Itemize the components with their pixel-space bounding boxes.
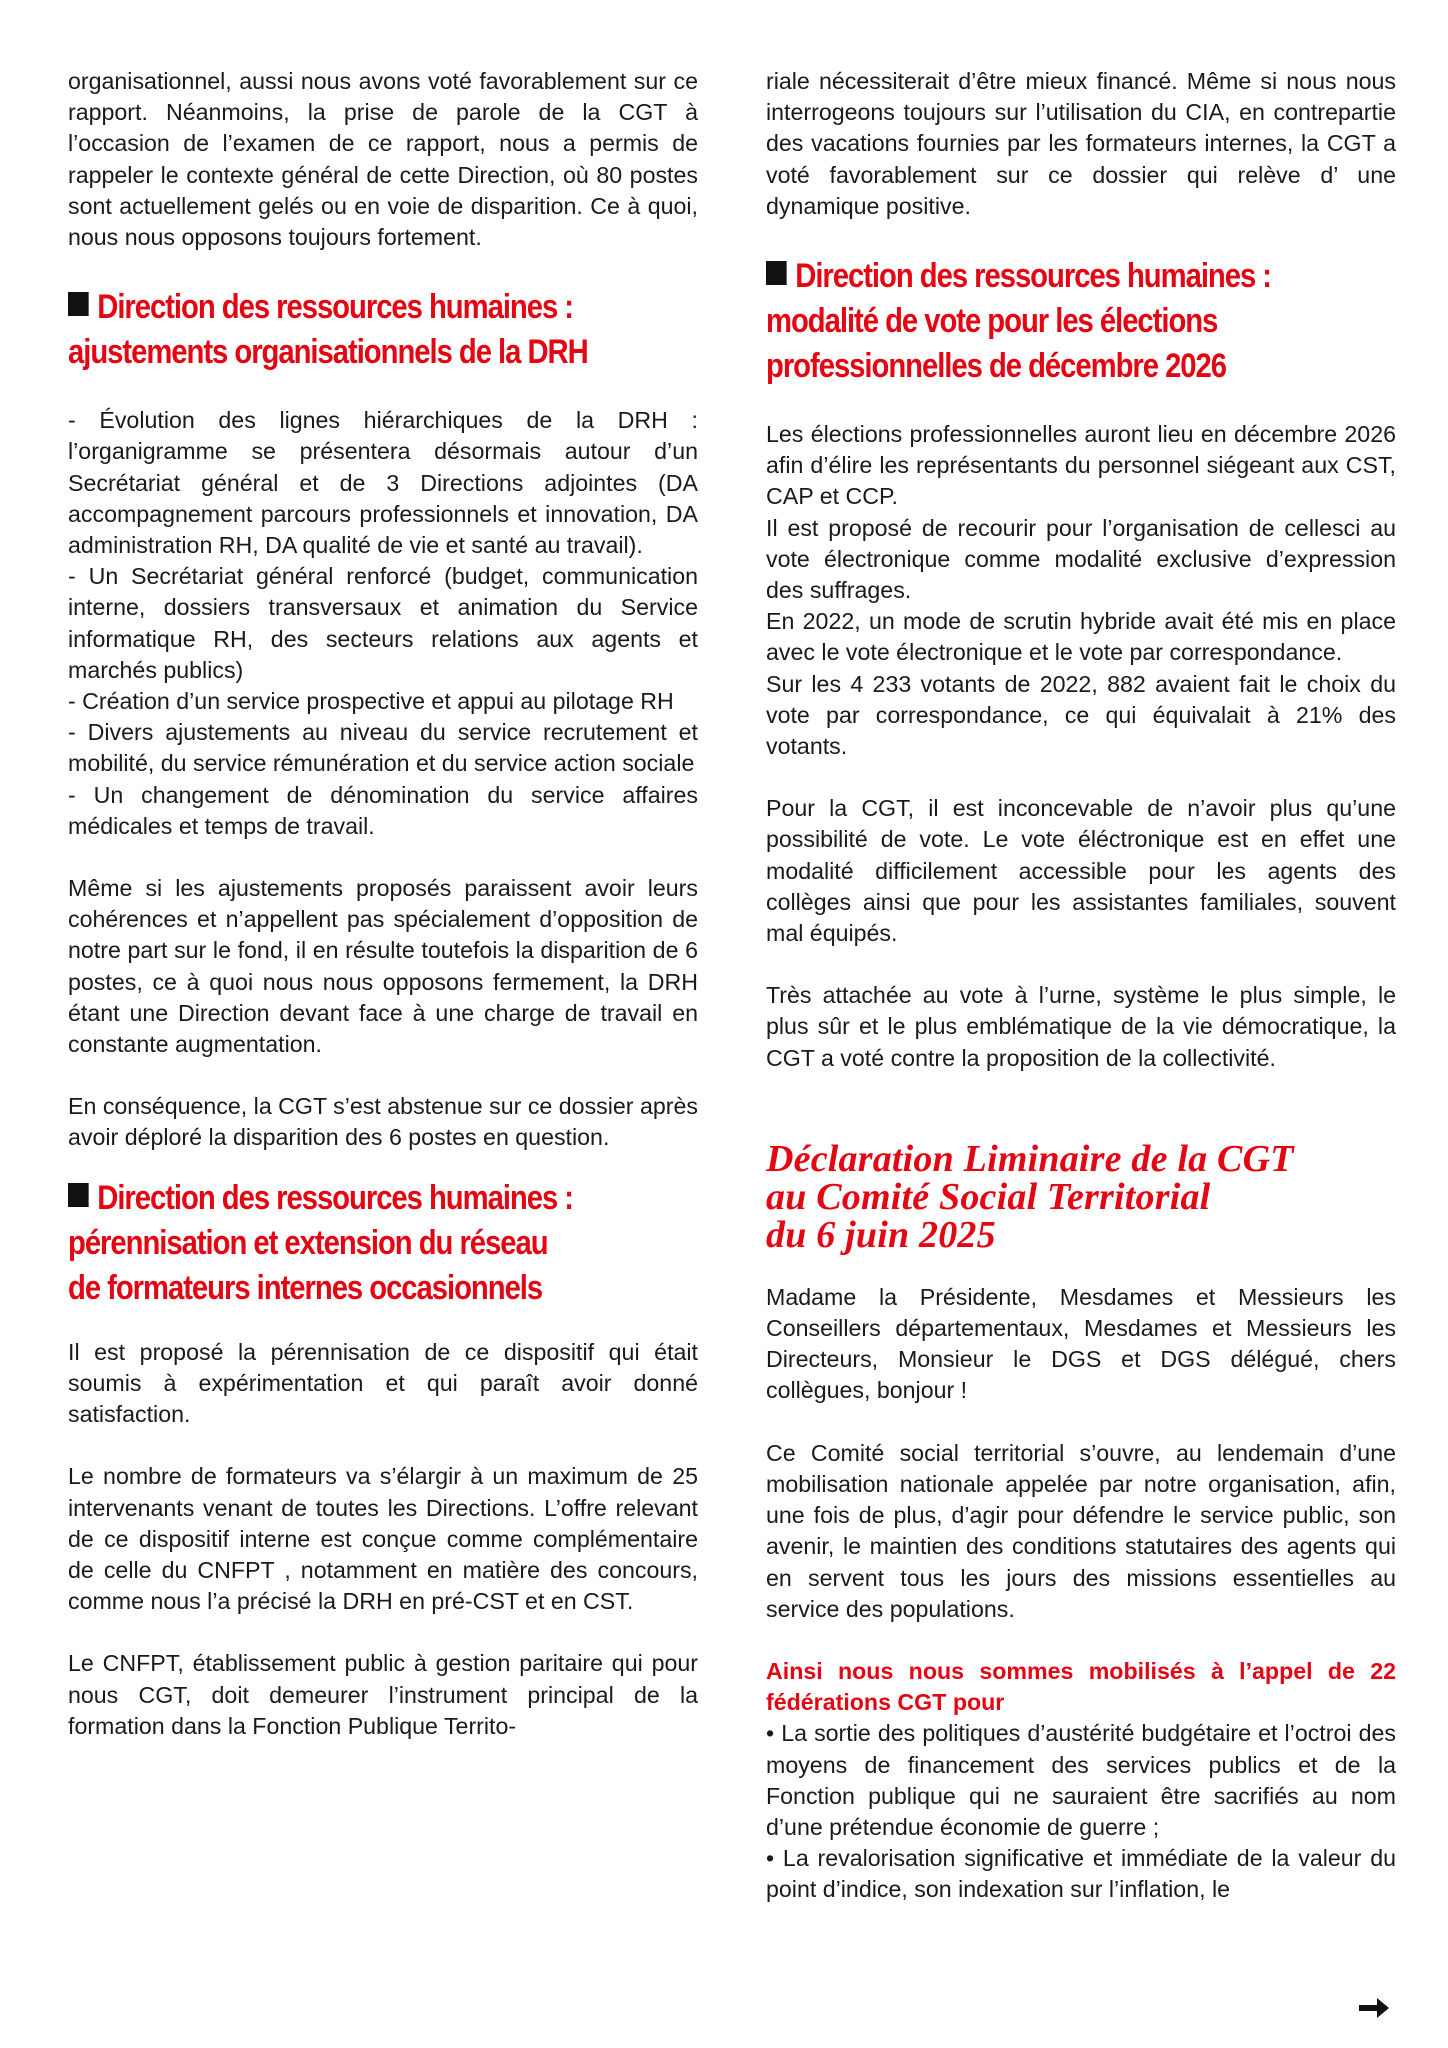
intro-paragraph: organisationnel, aussi nous avons voté favorablement sur ce rapport. Néanmoins, la prise de parole de la CGT à l’occasion de l’examen de ce rapport, nous a permis de rappeler le contexte général de cette Direction, où 80 postes sont actuellement gelés ou en voie de disparition. Ce à quoi, nous nous opposons toujours fortement. — [68, 68, 698, 251]
body-paragraph: Même si les ajustements proposés paraissent avoir leurs cohérences et n’appellent pas spécialement d’opposition de notre part sur le fond, il en résulte toutefois la disparition de 6 postes, ce à quoi nous nous opposons fermement, la DRH étant une Direction devant face à une charge de travail en constante augmentation. — [68, 875, 698, 1058]
right-column — [766, 66, 1396, 1906]
body-paragraph: Ce Comité social territorial s’ouvre, au lendemain d’une mobilisation nationale appelée par notre organisation, afin, une fois de plus, d’agir pour défendre le service public, son avenir, le maintien des conditions statutaires des agents qui en servent tous les jours des missions essentielles au service des populations. — [766, 1439, 1396, 1622]
body-paragraph: Très attachée au vote à l’urne, système le plus simple, le plus sûr et le plus emblématique de la vie démocratique, la CGT a voté contre la proposition de la collectivité. — [766, 982, 1396, 1071]
body-paragraph: Il est proposé la pérennisation de ce dispositif qui était soumis à expérimentation et qui paraît avoir donné satisfaction. — [68, 1338, 698, 1428]
square-bullet-icon — [766, 261, 787, 285]
section-heading-trainers-network: Direction des ressources humaines : pérennisation et extension du réseau de formateurs internes occasionnels — [68, 1178, 574, 1307]
arrow-right-icon[interactable] — [1357, 1995, 1391, 2021]
square-bullet-icon — [68, 1183, 89, 1207]
square-bullet-icon — [68, 292, 89, 316]
list-item: • La revalorisation significative et immédiate de la valeur du point d’indice, son indexation sur l’inflation, le — [766, 1845, 1396, 1903]
left-column — [68, 66, 698, 1742]
body-paragraph: Le CNFPT, établissement public à gestion paritaire qui pour nous CGT, doit demeurer l’instrument principal de la formation dans la Fonction Publique Territo- — [68, 1650, 698, 1739]
list-item: • La sortie des politiques d’austérité budgétaire et l’octroi des moyens de financement des services publics et de la Fonction publique qui ne sauraient être sacrifiés au nom d’une prétendue économie de guerre ; — [766, 1720, 1396, 1840]
body-paragraph: Pour la CGT, il est inconcevable de n’avoir plus qu’une possibilité de vote. Le vote éléctronique est en effet une modalité difficilement accessible pour les agents des collèges ainsi que pour les assistantes familiales, souvent mal équipés. — [766, 795, 1396, 947]
intro-paragraph: riale nécessiterait d’être mieux financé. Même si nous nous interrogeons toujours sur l’utilisation du CIA, en contrepartie des vacations fournies par les formateurs internes, la CGT a voté favorablement sur ce dossier qui relève d’ une dynamique positive. — [766, 68, 1396, 219]
list-item: - Évolution des lignes hiérarchiques de la DRH : l’organigramme se présentera désormais autour d’un Secrétariat général et de 3 Directions adjointes (DA accompagnement parcours professionnels et innovation, DA administration RH, DA qualité de vie et santé au travail). — [68, 407, 698, 559]
body-paragraph: Sur les 4 233 votants de 2022, 882 avaient fait le choix du vote par correspondance, ce qui équivalait à 21% des votants. — [766, 670, 1396, 760]
section-heading-election-vote: Direction des ressources humaines : modalité de vote pour les élections professionnelles de décembre 2026 — [766, 257, 1272, 386]
body-paragraph: En 2022, un mode de scrutin hybride avait été mis en place avec le vote électronique et le vote par correspondance. — [766, 608, 1396, 666]
mobilisation-subheading: Ainsi nous nous sommes mobilisés à l’appel de 22 fédérations CGT pour — [766, 1657, 1396, 1716]
list-item: - Un Secrétariat général renforcé (budget, communication interne, dossiers transversaux et animation du Service informatique RH, des secteurs relations aux agents et marchés publics) — [68, 563, 698, 683]
list-item: - Un changement de dénomination du service affaires médicales et temps de travail. — [68, 781, 698, 839]
list-item: - Création d’un service prospective et appui au pilotage RH — [68, 688, 674, 715]
declaration-title: Déclaration Liminaire de la CGT au Comité Social Territorial du 6 juin 2025 — [766, 1137, 1294, 1256]
body-paragraph: Le nombre de formateurs va s’élargir à un maximum de 25 intervenants venant de toutes les Directions. L’offre relevant de ce dispositif interne est conçue comme complémentaire de celle du CNFPT , notamment en matière des concours, comme nous l’a précisé la DRH en pré-CST et en CST. — [68, 1463, 698, 1615]
body-paragraph: Il est proposé de recourir pour l’organisation de cellesci au vote électronique comme modalité exclusive d’expression des suffrages. — [766, 514, 1396, 604]
body-paragraph: Les élections professionnelles auront lieu en décembre 2026 afin d’élire les représentants du personnel siégeant aux CST, CAP et CCP. — [766, 421, 1396, 510]
body-paragraph: En conséquence, la CGT s’est abstenue sur ce dossier après avoir déploré la disparition des 6 postes en question. — [68, 1093, 698, 1151]
list-item: - Divers ajustements au niveau du service recrutement et mobilité, du service rémunération et du service action sociale — [68, 719, 698, 777]
body-paragraph: Madame la Présidente, Mesdames et Messieurs les Conseillers départementaux, Mesdames et Messieurs les Directeurs, Monsieur le DGS et DGS délégué, chers collègues, bonjour ! — [766, 1283, 1396, 1404]
section-heading-drh-adjustments: Direction des ressources humaines : ajustements organisationnels de la DRH — [68, 288, 588, 372]
